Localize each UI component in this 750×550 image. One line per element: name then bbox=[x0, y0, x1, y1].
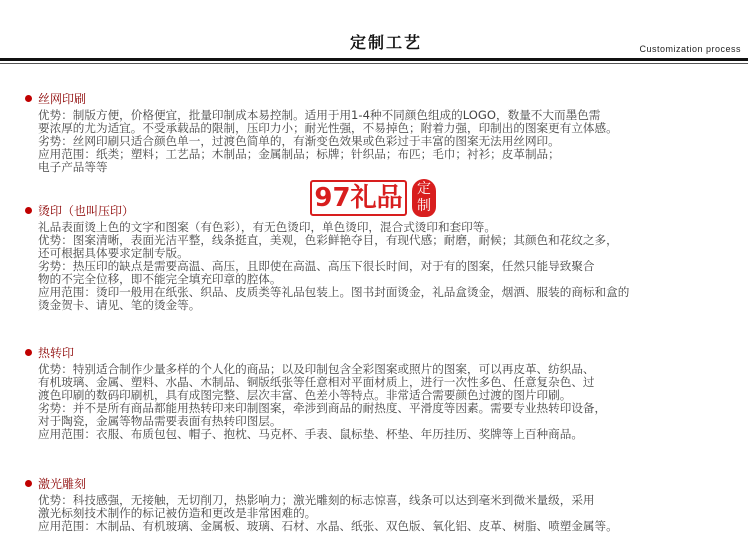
section-body bbox=[38, 109, 618, 174]
body-line: 还可根据具体要求定制专版。 bbox=[38, 246, 189, 260]
page-subtitle: Customization process bbox=[639, 44, 741, 54]
section-heading bbox=[25, 475, 618, 491]
body-line: 劣势：并不是所有商品都能用热转印来印制图案，牵涉到商品的耐热度、平滑度等因素。需要专业热转印设备， bbox=[38, 401, 607, 415]
body-line: 应用范围：衣服、布质包包、帽子、抱枕、马克杯、手表、鼠标垫、杯垫、年历挂历、奖牌等上百种商品。 bbox=[38, 427, 583, 441]
body-line: 礼品表面烫上色的文字和图案（有色彩），有无色烫印，单色烫印，混合式烫印和套印等。 bbox=[38, 220, 496, 234]
section bbox=[25, 344, 606, 441]
body-line: 烫金贺卡、请见、笔的烫金等。 bbox=[38, 298, 201, 312]
body-line: 优势：特别适合制作少量多样的个人化的商品；以及印制包含全彩图案或照片的图案，可以再皮革、纺织品、 bbox=[38, 362, 595, 376]
section-heading-text: 激光雕刻 bbox=[38, 476, 87, 491]
section-heading-text: 烫印（也叫压印） bbox=[38, 203, 135, 218]
section bbox=[25, 475, 618, 533]
header-divider bbox=[0, 58, 748, 61]
section-heading-text: 丝网印刷 bbox=[38, 91, 87, 106]
header-divider-thin bbox=[0, 63, 748, 64]
body-line: 渡色印刷的数码印刷机，具有成图完整、层次丰富、色差小等特点。非常适合需要颜色过渡的图片印刷。 bbox=[38, 388, 572, 402]
body-line: 应用范围：烫印一般用在纸张、织品、皮质类等礼品包装上。图书封面烫金，礼品盒烫金，烟酒、服装的商标和盒的 bbox=[38, 285, 630, 299]
body-line: 优势：图案清晰，表面光洁平整，线条挺直，美观，色彩鲜艳夺目，有现代感；耐磨，耐候；其颜色和花纹之多， bbox=[38, 233, 618, 247]
bullet-icon bbox=[25, 349, 32, 356]
body-line: 劣势：热压印的缺点是需要高温、高压，且即使在高温、高压下很长时间，对于有的图案，任然只能导致聚合 bbox=[38, 259, 595, 273]
body-line: 要浓厚的尤为适宜。不受承载品的限制，压印力小；耐光性强，不易掉色；附着力强，印制出的图案更有立体感。 bbox=[38, 121, 618, 135]
bullet-icon bbox=[25, 207, 32, 214]
watermark-seal bbox=[412, 179, 436, 217]
body-line: 优势：制版方便，价格便宜，批量印制成本易控制。适用于用1-4种不同颜色组成的LOGO，数量不大而墨色需 bbox=[38, 108, 601, 122]
body-line: 优势：科技感强，无接触，无切削刀，热影响力；激光雕刻的标志惊喜，线条可以达到毫米到微米量级，采用 bbox=[38, 493, 595, 507]
body-line: 应用范围：木制品、有机玻璃、金属板、玻璃、石材、水晶、纸张、双色版、氧化铝、皮革、树脂、喷塑金属等。 bbox=[38, 519, 618, 533]
section-body bbox=[38, 221, 629, 312]
watermark-logo: 97礼品 bbox=[310, 180, 407, 216]
section bbox=[25, 90, 618, 174]
bullet-icon bbox=[25, 95, 32, 102]
section-heading-text: 热转印 bbox=[38, 345, 75, 360]
section-heading bbox=[25, 90, 618, 106]
section bbox=[25, 202, 629, 312]
body-line: 电子产品等等 bbox=[38, 160, 108, 174]
section-heading bbox=[25, 344, 606, 360]
body-line: 劣势：丝网印刷只适合颜色单一，过渡色简单的，有渐变色效果或色彩过于丰富的图案无法用丝网印。 bbox=[38, 134, 560, 148]
page-title: 定制工艺 bbox=[350, 33, 423, 52]
section-body bbox=[38, 363, 606, 441]
body-line: 激光标刻技术制作的标记被仿造和更改是非常困难的。 bbox=[38, 506, 317, 520]
body-line: 对于陶瓷，金属等物品需要表面有热转印图层。 bbox=[38, 414, 282, 428]
body-line: 有机玻璃、金属、塑料、水晶、木制品、铜版纸张等任意相对平面材质上，进行一次性多色、任意复杂色、过 bbox=[38, 375, 595, 389]
body-line: 应用范围：纸类；塑料；工艺品；木制品；金属制品；标牌；针织品；布匹；毛巾；衬衫；皮革制品； bbox=[38, 147, 560, 161]
seal-char: 定制 bbox=[417, 181, 431, 214]
section-body bbox=[38, 494, 618, 533]
body-line: 物的不完全位移，即不能完全填充印章的腔体。 bbox=[38, 272, 282, 286]
bullet-icon bbox=[25, 480, 32, 487]
